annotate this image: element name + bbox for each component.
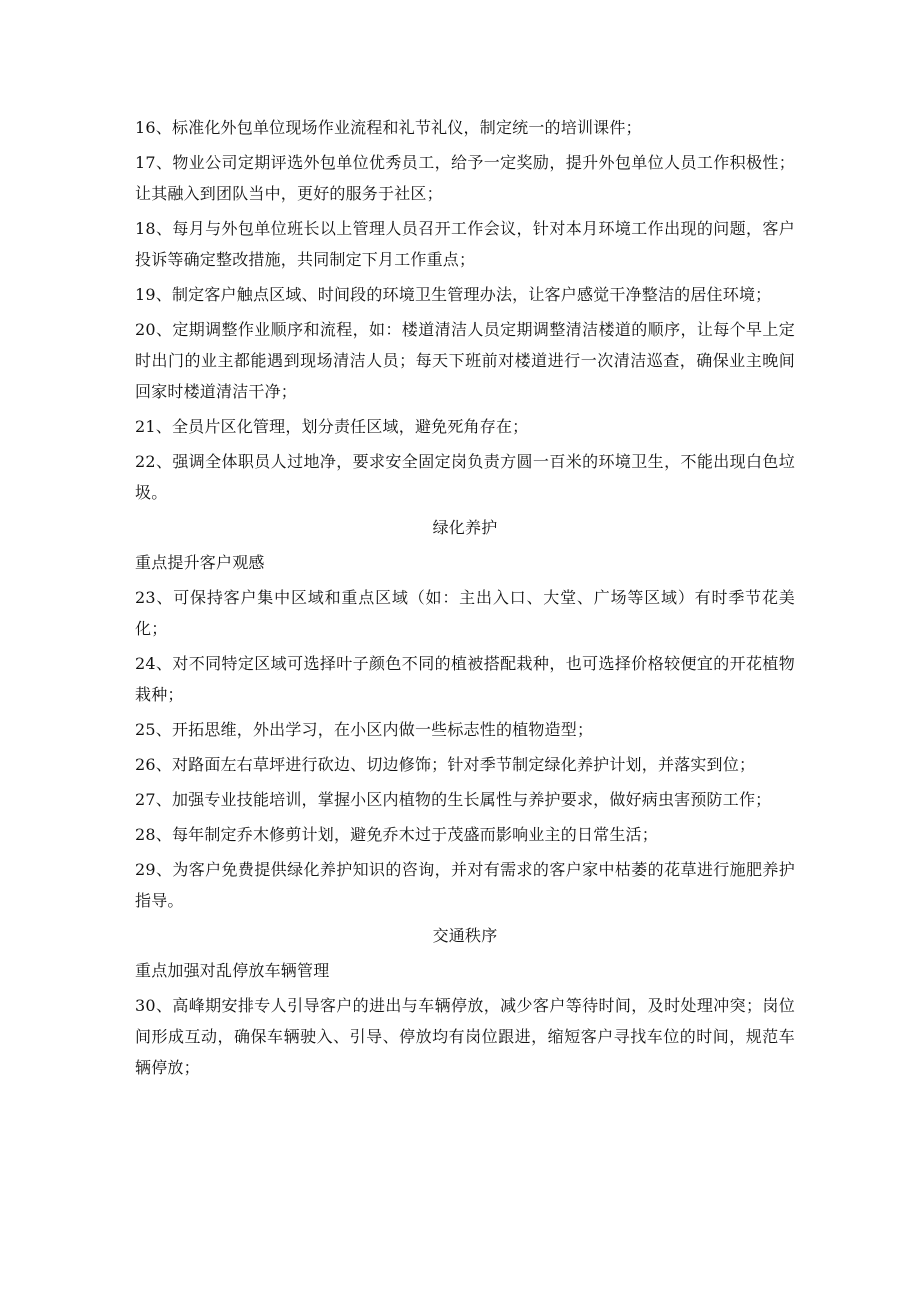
list-item-18: 18、每月与外包单位班长以上管理人员召开工作会议，针对本月环境工作出现的问题，客户投诉等确定整改措施，共同制定下月工作重点； [135,219,795,269]
list-item-17: 17、物业公司定期评选外包单位优秀员工，给予一定奖励，提升外包单位人员工作积极性；让其融入到团队当中，更好的服务于社区； [135,153,795,203]
section-subtitle-greening: 重点提升客户观感 [135,553,265,572]
list-item-27: 27、加强专业技能培训，掌握小区内植物的生长属性与养护要求，做好病虫害预防工作； [135,790,772,809]
list-item-30: 30、高峰期安排专人引导客户的进出与车辆停放，减少客户等待时间，及时处理冲突；岗位间形成互动，确保车辆驶入、引导、停放均有岗位跟进，缩短客户寻找车位的时间，规范车辆停放； [135,996,795,1077]
list-item-19: 19、制定客户触点区域、时间段的环境卫生管理办法，让客户感觉干净整洁的居住环境； [135,285,772,304]
list-item-24: 24、对不同特定区域可选择叶子颜色不同的植被搭配栽种，也可选择价格较便宜的开花植物栽种； [135,654,795,704]
list-item-28: 28、每年制定乔木修剪计划，避免乔木过于茂盛而影响业主的日常生活； [135,825,658,844]
section-title-traffic: 交通秩序 [432,926,498,945]
section-subtitle-traffic: 重点加强对乱停放车辆管理 [135,961,330,980]
section-title-greening: 绿化养护 [432,518,498,537]
document-body [135,112,795,1087]
list-item-21: 21、全员片区化管理，划分责任区域，避免死角存在； [135,417,529,436]
list-item-16: 16、标准化外包单位现场作业流程和礼节礼仪，制定统一的培训课件； [135,118,642,137]
list-item-25: 25、开拓思维，外出学习，在小区内做一些标志性的植物造型； [135,720,594,739]
list-item-23: 23、可保持客户集中区域和重点区域（如：主出入口、大堂、广场等区域）有时季节花美化； [135,588,795,638]
list-item-22: 22、强调全体职员人过地净，要求安全固定岗负责方圆一百米的环境卫生，不能出现白色垃圾。 [135,452,795,502]
list-item-20: 20、定期调整作业顺序和流程，如：楼道清洁人员定期调整清洁楼道的顺序，让每个早上定时出门的业主都能遇到现场清洁人员；每天下班前对楼道进行一次清洁巡查，确保业主晚间回家时楼道清洁干净； [135,320,795,401]
list-item-26: 26、对路面左右草坪进行砍边、切边修饰；针对季节制定绿化养护计划，并落实到位； [135,755,756,774]
list-item-29: 29、为客户免费提供绿化养护知识的咨询，并对有需求的客户家中枯萎的花草进行施肥养护指导。 [135,860,795,910]
